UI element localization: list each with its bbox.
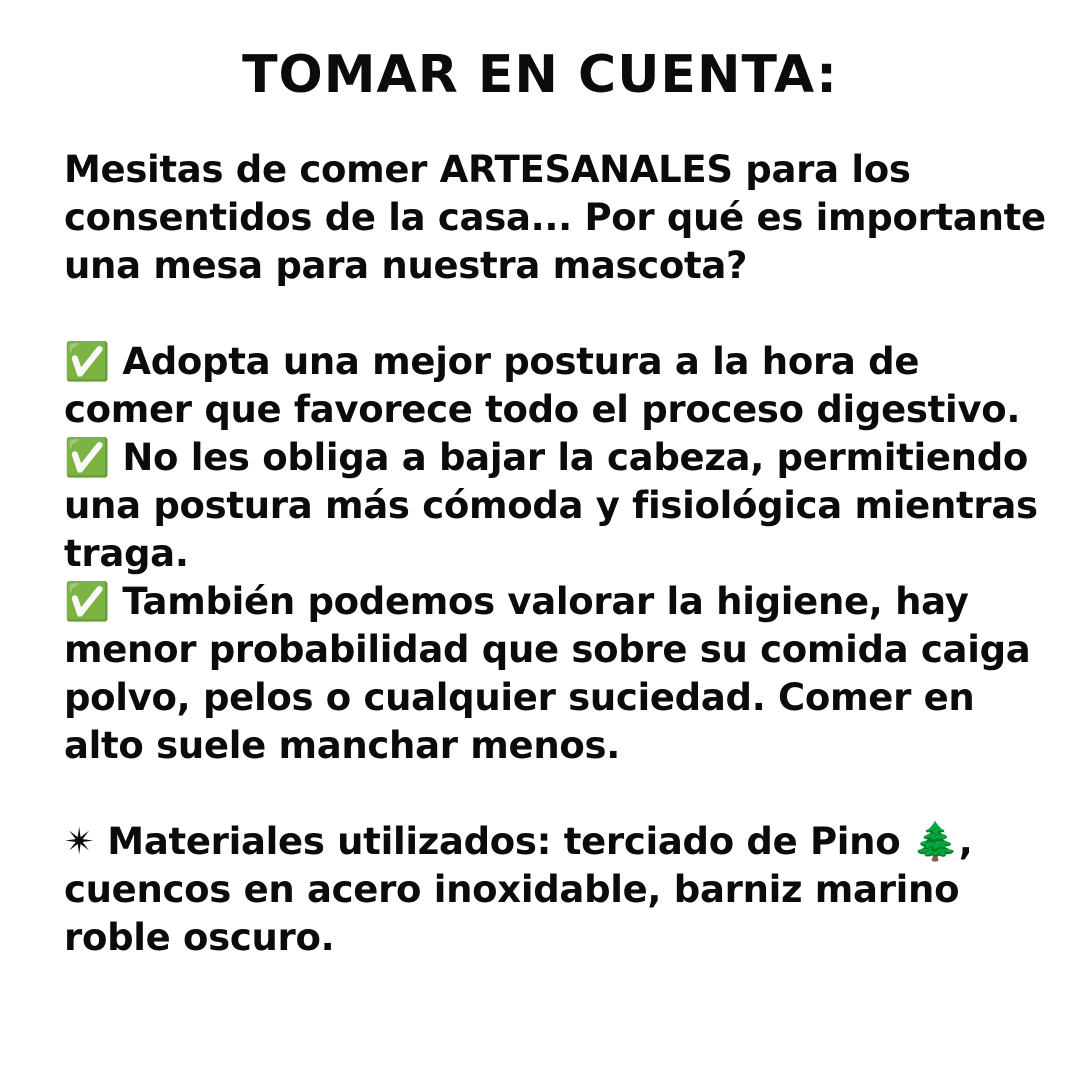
benefit-item bbox=[64, 338, 1054, 434]
materials-text: Materiales utilizados: terciado de Pino 🌲, cuencos en acero inoxidable, barniz marino roble oscuro. bbox=[64, 820, 973, 959]
check-mark-icon: ✅ bbox=[64, 340, 110, 383]
intro-paragraph: Mesitas de comer ARTESANALES para los consentidos de la casa... Por qué es importante una mesa para nuestra mascota? bbox=[64, 148, 1046, 287]
check-mark-icon: ✅ bbox=[64, 580, 110, 623]
benefit-text: No les obliga a bajar la cabeza, permitiendo una postura más cómoda y fisiológica mientras traga. bbox=[64, 436, 1038, 575]
benefit-item bbox=[64, 578, 1054, 770]
page-title: TOMAR EN CUENTA: bbox=[242, 45, 838, 105]
check-mark-icon: ✅ bbox=[64, 436, 110, 479]
spacer bbox=[64, 290, 1054, 338]
benefit-text: Adopta una mejor postura a la hora de comer que favorece todo el proceso digestivo. bbox=[64, 340, 1021, 431]
benefit-text: También podemos valorar la higiene, hay menor probabilidad que sobre su comida caiga polvo, pelos o cualquier suciedad. Comer en alto suele manchar menos. bbox=[64, 580, 1031, 767]
spacer bbox=[64, 770, 1054, 818]
post-body bbox=[64, 146, 1054, 962]
sparkle-icon: ✴ bbox=[64, 820, 95, 863]
benefit-item bbox=[64, 434, 1054, 578]
materials-paragraph bbox=[64, 818, 1054, 962]
